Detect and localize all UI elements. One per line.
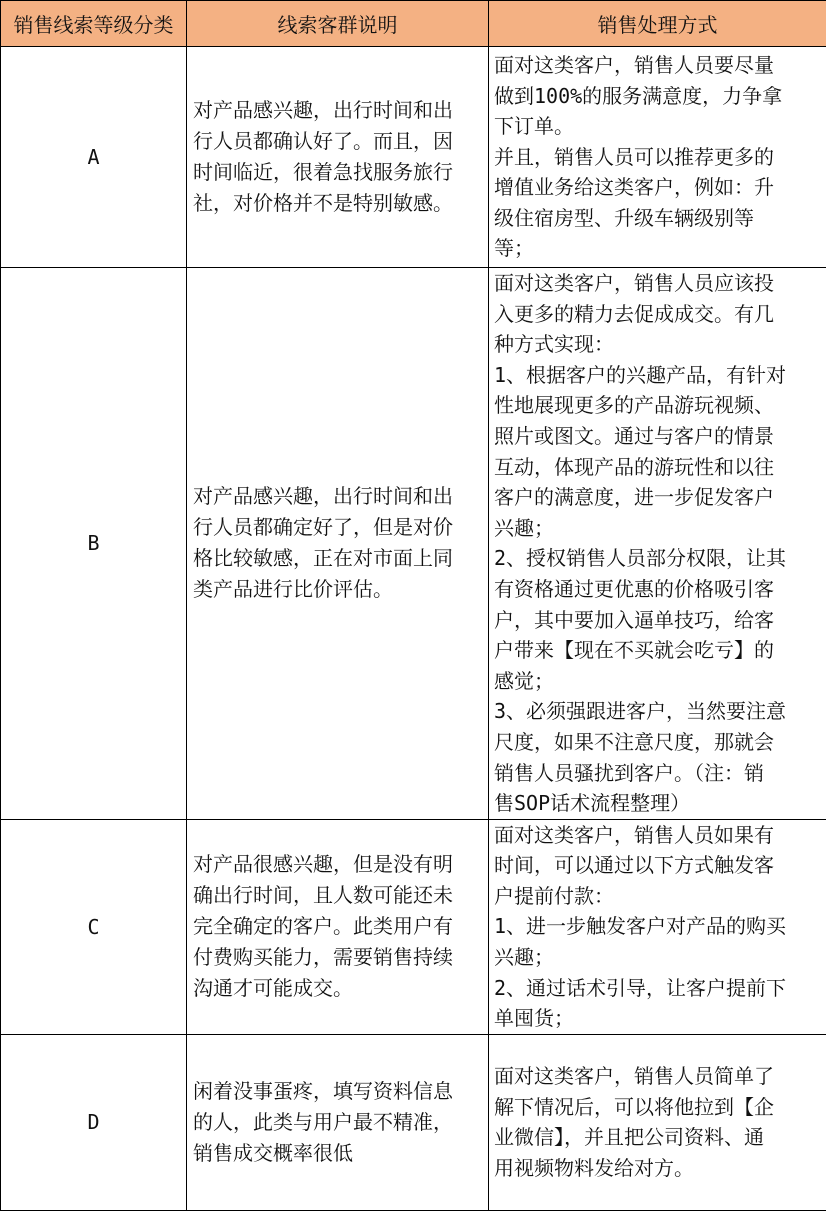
desc-line: 行人员都确定好了，但是对价 <box>193 512 482 543</box>
method-line: 有资格通过更优惠的价格吸引客 <box>494 574 820 605</box>
lead-desc-cell <box>187 47 489 268</box>
method-line: 3、必须强跟进客户，当然要注意 <box>494 696 820 727</box>
method-line: 面对这类客户，销售人员如果有 <box>494 820 820 851</box>
method-line: 面对这类客户，销售人员要尽量 <box>494 50 820 81</box>
desc-line: 销售成交概率很低 <box>193 1138 482 1169</box>
table-row <box>1 1034 826 1210</box>
desc-line: 闲着没事蛋疼，填写资料信息 <box>193 1076 482 1107</box>
lead-level-cell: C <box>1 819 187 1034</box>
header-level: 销售线索等级分类 <box>1 1 187 47</box>
table-row <box>1 47 826 268</box>
method-line: 兴趣； <box>494 513 820 544</box>
desc-line: 类产品进行比价评估。 <box>193 574 482 605</box>
desc-line: 完全确定的客户。此类用户有 <box>193 911 482 942</box>
method-line: 1、根据客户的兴趣产品，有针对 <box>494 360 820 391</box>
lead-level-cell: B <box>1 268 187 820</box>
desc-line: 确出行时间，且人数可能还未 <box>193 880 482 911</box>
desc-line: 对产品很感兴趣，但是没有明 <box>193 849 482 880</box>
method-line: 感觉； <box>494 666 820 697</box>
method-line: 尺度，如果不注意尺度，那就会 <box>494 727 820 758</box>
desc-line: 格比较敏感，正在对市面上同 <box>193 543 482 574</box>
method-line: 用视频物料发给对方。 <box>494 1153 820 1184</box>
method-line: 并且，销售人员可以推荐更多的 <box>494 142 820 173</box>
method-line: 互动，体现产品的游玩性和以往 <box>494 452 820 483</box>
method-line: 销售人员骚扰到客户。（注：销 <box>494 758 820 789</box>
header-method: 销售处理方式 <box>489 1 826 47</box>
method-line: 面对这类客户，销售人员简单了 <box>494 1061 820 1092</box>
method-line: 级住宿房型、升级车辆级别等 <box>494 203 820 234</box>
method-line: 解下情况后，可以将他拉到【企 <box>494 1092 820 1123</box>
method-line: 增值业务给这类客户，例如：升 <box>494 172 820 203</box>
method-line: 等； <box>494 233 820 264</box>
lead-level-cell: A <box>1 47 187 268</box>
table-row <box>1 819 826 1034</box>
method-line: 兴趣； <box>494 942 820 973</box>
method-line: 业微信】，并且把公司资料、通 <box>494 1122 820 1153</box>
desc-line: 对产品感兴趣，出行时间和出 <box>193 95 482 126</box>
desc-line: 时间临近，很着急找服务旅行 <box>193 157 482 188</box>
method-line: 面对这类客户，销售人员应该投 <box>494 268 820 299</box>
method-line: 户带来【现在不买就会吃亏】的 <box>494 635 820 666</box>
method-line: 入更多的精力去促成成交。有几 <box>494 299 820 330</box>
method-line: 客户的满意度，进一步促发客户 <box>494 482 820 513</box>
lead-desc-cell <box>187 268 489 820</box>
method-line: 单囤货； <box>494 1003 820 1034</box>
method-line: 下订单。 <box>494 111 820 142</box>
method-line: 售SOP话术流程整理） <box>494 788 820 819</box>
method-line: 户，其中要加入逼单技巧，给客 <box>494 605 820 636</box>
desc-line: 的人，此类与用户最不精准， <box>193 1107 482 1138</box>
desc-line: 付费购买能力，需要销售持续 <box>193 942 482 973</box>
table-row <box>1 268 826 820</box>
header-row <box>1 1 826 47</box>
lead-method-cell <box>489 1034 826 1210</box>
method-line: 性地展现更多的产品游玩视频、 <box>494 390 820 421</box>
header-desc: 线索客群说明 <box>187 1 489 47</box>
lead-desc-cell <box>187 1034 489 1210</box>
desc-line: 沟通才可能成交。 <box>193 973 482 1004</box>
method-line: 2、通过话术引导，让客户提前下 <box>494 973 820 1004</box>
desc-line: 对产品感兴趣，出行时间和出 <box>193 481 482 512</box>
method-line: 户提前付款： <box>494 881 820 912</box>
desc-line: 行人员都确认好了。而且，因 <box>193 126 482 157</box>
method-line: 做到100%的服务满意度，力争拿 <box>494 81 820 112</box>
lead-method-cell <box>489 268 826 820</box>
method-line: 照片或图文。通过与客户的情景 <box>494 421 820 452</box>
method-line: 种方式实现： <box>494 329 820 360</box>
method-line: 2、授权销售人员部分权限，让其 <box>494 543 820 574</box>
lead-level-cell: D <box>1 1034 187 1210</box>
lead-desc-cell <box>187 819 489 1034</box>
method-line: 时间，可以通过以下方式触发客 <box>494 850 820 881</box>
method-line: 1、进一步触发客户对产品的购买 <box>494 911 820 942</box>
lead-method-cell <box>489 47 826 268</box>
lead-method-cell <box>489 819 826 1034</box>
desc-line: 社，对价格并不是特别敏感。 <box>193 188 482 219</box>
